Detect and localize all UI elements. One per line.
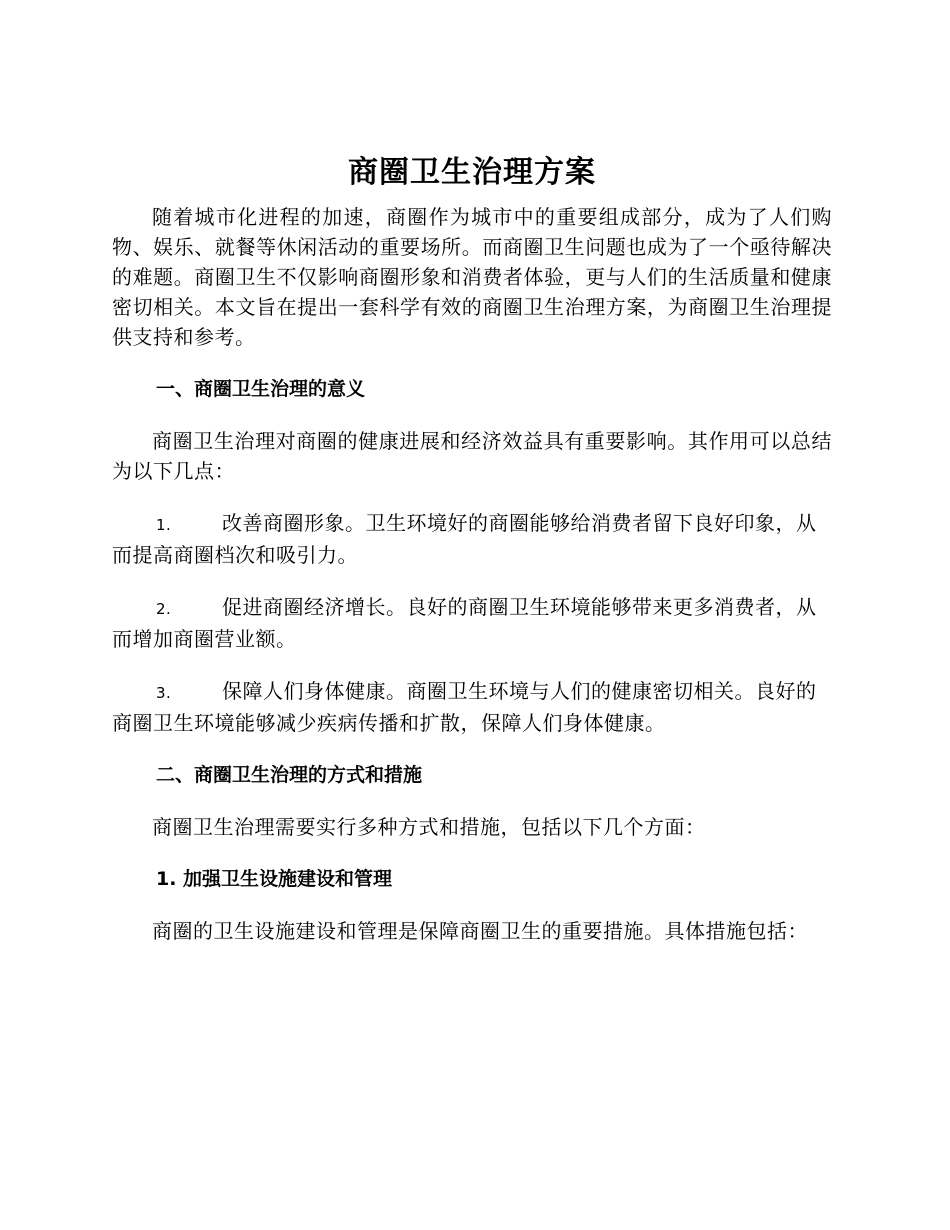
- intro-paragraph: 随着城市化进程的加速，商圈作为城市中的重要组成部分，成为了人们购物、娱乐、就餐等休闲活动的重要场所。而商圈卫生问题也成为了一个亟待解决的难题。商圈卫生不仅影响商圈形象和消费者体验，更与人们的生活质量和健康密切相关。本文旨在提出一套科学有效的商圈卫生治理方案，为商圈卫生治理提供支持和参考。: [112, 205, 832, 349]
- list-text: 改善商圈形象。卫生环境好的商圈能够给消费者留下良好印象，从而提高商圈档次和吸引力。: [112, 511, 817, 567]
- section-2-paragraph: 商圈卫生治理需要实行多种方式和措施，包括以下几个方面：: [152, 815, 706, 839]
- list-number: 1.: [156, 516, 172, 534]
- list-text: 保障人们身体健康。商圈卫生环境与人们的健康密切相关。良好的商圈卫生环境能够减少疾病传播和扩散，保障人们身体健康。: [112, 679, 817, 735]
- section-1-heading: 一、商圈卫生治理的意义: [156, 378, 366, 400]
- section-2-heading: 二、商圈卫生治理的方式和措施: [156, 764, 423, 786]
- document-title: 商圈卫生治理方案: [348, 155, 596, 190]
- list-item: [112, 592, 832, 654]
- subsection-1-heading: 1. 加强卫生设施建设和管理: [156, 868, 393, 890]
- list-number: 3.: [156, 684, 172, 702]
- document-page: [112, 150, 832, 946]
- section-1-paragraph: 商圈卫生治理对商圈的健康进展和经济效益具有重要影响。其作用可以总结为以下几点：: [112, 429, 832, 483]
- list-item: [112, 508, 832, 570]
- list-text: 促进商圈经济增长。良好的商圈卫生环境能够带来更多消费者，从而增加商圈营业额。: [112, 595, 817, 651]
- list-item: [112, 676, 832, 738]
- list-number: 2.: [156, 600, 172, 618]
- subsection-1-paragraph: 商圈的卫生设施建设和管理是保障商圈卫生的重要措施。具体措施包括：: [152, 919, 808, 943]
